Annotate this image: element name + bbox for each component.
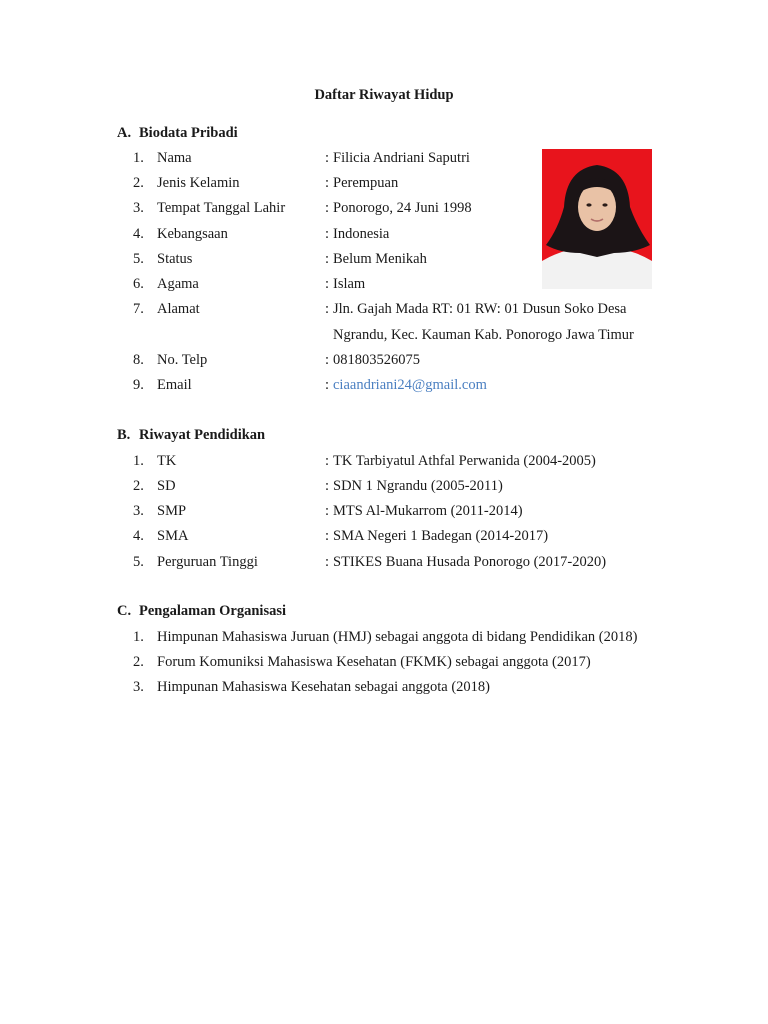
field-colon: : (325, 528, 330, 544)
field-colon: : (325, 226, 330, 242)
section-letter: A. (117, 125, 132, 141)
field-colon: : (325, 200, 330, 216)
field-value: Indonesia (333, 226, 390, 242)
item-number: 5. (133, 554, 144, 570)
field-label: Status (157, 251, 193, 267)
field-colon: : (325, 478, 330, 494)
section-title: Biodata Pribadi (139, 125, 238, 141)
field-label: Kebangsaan (157, 226, 228, 242)
field-value: SDN 1 Ngrandu (2005-2011) (333, 478, 503, 494)
item-number: 1. (133, 629, 144, 645)
item-number: 2. (133, 654, 144, 670)
field-colon: : (325, 503, 330, 519)
field-value: 081803526075 (333, 352, 420, 368)
field-colon: : (325, 554, 330, 570)
field-colon: : (325, 377, 330, 393)
item-number: 4. (133, 528, 144, 544)
field-value: SMA Negeri 1 Badegan (2014-2017) (333, 528, 549, 544)
field-value: Ponorogo, 24 Juni 1998 (333, 200, 472, 216)
field-colon: : (325, 352, 330, 368)
section-letter: C. (117, 603, 132, 619)
field-label: Email (157, 377, 192, 393)
field-label: SD (157, 478, 176, 494)
item-number: 7. (133, 301, 144, 317)
field-colon: : (325, 251, 330, 267)
field-label: SMP (157, 503, 187, 519)
field-value: TK Tarbiyatul Athfal Perwanida (2004-2005) (333, 453, 596, 469)
section-letter: B. (117, 427, 131, 443)
list-item-text: Forum Komuniksi Mahasiswa Kesehatan (FKMK) sebagai anggota (2017) (157, 654, 591, 670)
field-label: Agama (157, 276, 199, 292)
profile-photo (542, 149, 652, 289)
field-value: Perempuan (333, 175, 399, 191)
field-value: MTS Al-Mukarrom (2011-2014) (333, 503, 523, 519)
item-number: 4. (133, 226, 144, 242)
section-heading-pendidikan (117, 427, 265, 444)
item-number: 9. (133, 377, 144, 393)
field-value: Islam (333, 276, 366, 292)
profile-photo-illustration (542, 149, 652, 289)
item-number: 3. (133, 200, 144, 216)
field-value: STIKES Buana Husada Ponorogo (2017-2020) (333, 554, 607, 570)
field-label: SMA (157, 528, 189, 544)
section-heading-organisasi (117, 603, 286, 620)
document-title: Daftar Riwayat Hidup (314, 87, 454, 103)
field-label: TK (157, 453, 177, 469)
list-item-text: Himpunan Mahasiswa Kesehatan sebagai anggota (2018) (157, 679, 490, 695)
item-number: 3. (133, 679, 144, 695)
item-number: 2. (133, 478, 144, 494)
field-label: Perguruan Tinggi (157, 554, 258, 570)
field-value: Filicia Andriani Saputri (333, 150, 470, 166)
field-value: Belum Menikah (333, 251, 427, 267)
field-value: Jln. Gajah Mada RT: 01 RW: 01 Dusun Soko Desa (333, 301, 627, 317)
item-number: 5. (133, 251, 144, 267)
item-number: 2. (133, 175, 144, 191)
field-value-continued: Ngrandu, Kec. Kauman Kab. Ponorogo Jawa Timur (333, 327, 634, 343)
item-number: 3. (133, 503, 144, 519)
field-colon: : (325, 301, 330, 317)
item-number: 1. (133, 150, 144, 166)
section-title: Riwayat Pendidikan (139, 427, 266, 443)
list-item-text: Himpunan Mahasiswa Juruan (HMJ) sebagai anggota di bidang Pendidikan (2018) (157, 629, 638, 645)
item-number: 1. (133, 453, 144, 469)
field-colon: : (325, 453, 330, 469)
section-title: Pengalaman Organisasi (139, 603, 287, 619)
field-label: Jenis Kelamin (157, 175, 240, 191)
item-number: 8. (133, 352, 144, 368)
item-number: 6. (133, 276, 144, 292)
field-label: No. Telp (157, 352, 208, 368)
section-heading-biodata (117, 125, 238, 142)
field-colon: : (325, 276, 330, 292)
field-label: Tempat Tanggal Lahir (157, 200, 286, 216)
email-link[interactable]: ciaandriani24@gmail.com (333, 377, 487, 393)
field-colon: : (325, 175, 330, 191)
field-colon: : (325, 150, 330, 166)
field-label: Nama (157, 150, 192, 166)
field-label: Alamat (157, 301, 200, 317)
